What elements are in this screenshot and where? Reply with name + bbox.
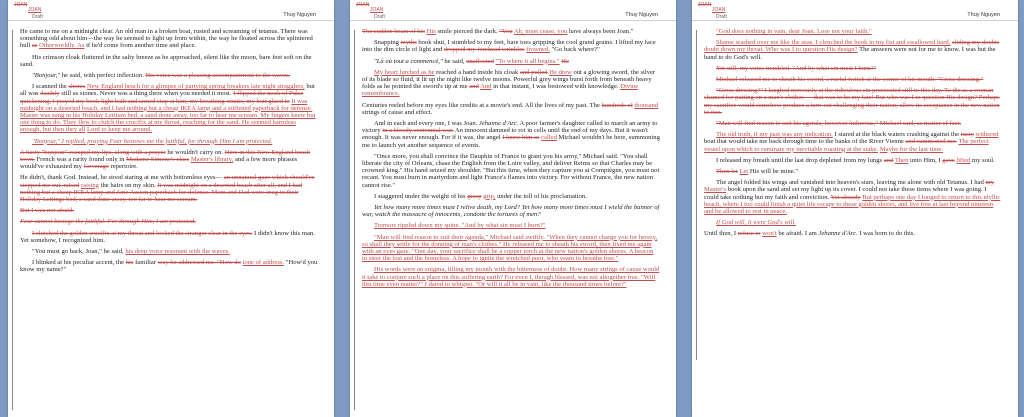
text: "Once more, you shall convince the Dauphin of France to grant you his army," Michael said. "You shall liberate the city of Orleans, chase the English from the Loire valley, and deliver Reims so that Charles may be crowned king." His hand seized my shoulder. "But this time, when they capture you at Compiègne, you must not recant. You must burn in martyrdom and light France's flames into victory. For without France, the new nation cannot rise." [362, 152, 660, 189]
deleted-text: Coverage [83, 163, 109, 171]
inserted-text: New England beach for a glimpse of partying spring breakers late night stragglers, [86, 83, 305, 91]
text: A poor farmer's daughter called to march an army to victory [362, 120, 658, 135]
inserted-text: Divine remembrance. [362, 83, 639, 98]
author-name: Thuy Nguyen [283, 12, 316, 18]
text: he said, with perfect inflection. [61, 72, 144, 80]
paragraph [20, 83, 318, 133]
paragraph [362, 153, 660, 189]
header-tag-deleted: JOAN [14, 2, 28, 8]
paragraph [362, 222, 660, 229]
paragraph [362, 234, 660, 263]
deleted-text: Yet already [830, 193, 861, 201]
text: And in each and every one, I was Joan. [374, 120, 478, 128]
text: I staggered under the weight of his [374, 192, 466, 200]
paragraph [704, 65, 1002, 72]
deleted-text: Madame Simone's class [126, 156, 190, 164]
page-body [362, 28, 660, 292]
text: boat that would take me back through time to the banks of the River Vienne [704, 138, 904, 146]
inserted-text: Maybe for the last time. [879, 145, 943, 153]
inserted-text: If God will, it were God's will. [716, 219, 796, 227]
deleted-text: unaffected [466, 57, 494, 65]
paragraph [704, 120, 1002, 127]
author-name: Thuy Nguyen [625, 12, 658, 18]
deleted-text: rusty [960, 131, 974, 139]
inserted-text: lifted [956, 156, 971, 164]
text: I was born to do this. [859, 230, 916, 238]
header-tag-deleted: JOAN [356, 2, 370, 8]
paragraph [362, 28, 660, 35]
paragraph [20, 54, 318, 68]
inserted-text: The old truth, if my past was any indication. [716, 131, 833, 139]
text: "Go back where?" [551, 46, 600, 54]
paragraph [704, 157, 1002, 164]
deleted-text: as [31, 42, 38, 50]
text: I blinked at his peculiar accent, the [32, 259, 125, 267]
inserted-text: Otherworldly. As [39, 42, 85, 50]
header-rule [692, 20, 1018, 21]
header-tag-inserted: JOAN [370, 7, 384, 13]
deleted-text: an unnatural gaze which should've stopped me out, raised [20, 174, 315, 189]
text: "Bonjour," [32, 72, 61, 80]
text: out a glowing sword, the silver of its blade so fluid, it lit up the night like twelve moons. Powerful grey wings burst forth from beneath heavy folds as he pointed the sword's tip at me [362, 68, 656, 91]
paragraph [704, 39, 1002, 61]
deleted-text: in a bloody centennial war. [382, 127, 454, 135]
deleted-text: His voice was a pleasing accompaniment to the waves. [145, 72, 291, 80]
inserted-text: thousand [634, 101, 659, 109]
paragraph [362, 39, 660, 53]
deleted-text: and [883, 156, 894, 164]
paragraph [20, 230, 318, 244]
deleted-text: Yet still, my voice trembled. "And by what sin must I burn?" [716, 64, 877, 72]
inserted-text: doubt down my throat. Who was I to question His design? [704, 46, 858, 54]
text: Until then, I [704, 230, 737, 238]
deleted-text: The sudden beam of his [362, 28, 425, 35]
deleted-text: Fear cannot besiege the faithful. For through Him, I am protected. [20, 218, 196, 226]
change-bar [12, 30, 13, 410]
inserted-text: The perfect vessel upon which to ruminate my inevitable roasting at the stake. [704, 138, 989, 153]
paragraph [704, 179, 1002, 215]
paragraph [362, 120, 660, 149]
paragraph [20, 259, 318, 273]
text: in that instant, I was bestowed with knowledge. [493, 83, 619, 91]
author-name: Thuy Nguyen [967, 12, 1000, 18]
text: unto Him, I [910, 156, 941, 164]
deleted-text: "Cross dressing?" I laughed nervously at the ridiculous sin prosecuted still to this day. To die as a woman shamed for putting on a man's clothes — that was to be my fate! But who was I to question His design? Perhaps my sacrifice would somehow produce a turn-out challenging their nation, allow its acceptance in the new nation to rise. [704, 87, 1000, 116]
text: I scanned the [32, 83, 67, 91]
paragraph [704, 230, 1002, 237]
paragraph [362, 266, 660, 288]
header-rule [350, 20, 676, 21]
header-tag-inserted: JOAN [28, 7, 42, 13]
inserted-text: Lord to keep me around. [87, 126, 153, 134]
text: be afraid. I am [778, 230, 817, 238]
paragraph [704, 76, 1002, 83]
paragraph [362, 204, 660, 218]
paragraph [704, 87, 1002, 116]
deleted-text: deathly [40, 90, 60, 98]
text: still as stones. Never was a thing there when you needed it most. [61, 90, 232, 98]
inserted-text: withered [975, 131, 999, 139]
inserted-text: tone of address. [242, 259, 285, 267]
inserted-text: And [480, 83, 492, 91]
inserted-text: His [426, 28, 436, 35]
text: smile pierced the dark. [437, 28, 498, 35]
text: "How'd you know my name?" [20, 259, 318, 274]
page-header [8, 0, 334, 28]
text: book upon the sand and set my light up its cover. I could not take these items where I was going. I could take nothing but my faith and conviction. [704, 186, 987, 201]
inserted-text: his deep voice resonant with the waves. [125, 248, 230, 256]
deleted-text: "You [499, 28, 513, 35]
inserted-text: Then [894, 156, 909, 164]
deleted-text: refuse to [737, 230, 761, 238]
deleted-text: He [561, 57, 569, 65]
inserted-text: "Bonjour," I replied, praying Fear bestows me the faithful, for through Him I am protected. [32, 137, 273, 145]
paragraph [20, 207, 318, 214]
document-page-1 [8, 0, 334, 417]
text: His crimson cloak fluttered in the salty breeze as he approached, silent like the moon, bare feet soft on the sand. [20, 53, 312, 68]
text: His will be mine." [749, 168, 799, 176]
paragraph [704, 131, 1002, 153]
text: He came to me on a midnight clear. An old man in a broken boat, rusted and screaming of tetanus. There was something odd about him—the way he seemed to light up from within, the way he floated across the splintered hull [20, 28, 313, 50]
inserted-text: called [541, 134, 557, 142]
inserted-text: won't [762, 230, 777, 238]
text: He didn't, thank God. Instead, he stood staring at me with bottomless eyes— [20, 174, 223, 182]
inserted-text: "Man will find reason to suit their agenda," Michael said swiftly. "When they cannot charge you for heresy, so shall they settle for the donning of man's clothes." He released me to sheath his sword, then fixed me again with an eyes gaze. "One day, your sacrifice shall be a copper torch at the new nation's golden shores. A beacon to steer the lost and the homeless. A hope to ignite the wretched poor, who yearn to breathe free." [362, 233, 658, 263]
inserted-text: frowned. [526, 46, 550, 54]
deleted-text: "Man will find reason to suit his agenda, however ludicrous," Michael said, as matter of fact. [716, 120, 962, 128]
deleted-text: It was midnight on a deserted beach after all, and I had nothing but a cheap IKEA lamp and Jane Austen paperback for defense. Mom and Dad were snug in their Holiday Lettings bed, a sand dune away, too far to hear me scream. [20, 181, 303, 204]
paragraph [20, 218, 318, 225]
inserted-text: His words were an enigma, filling my mouth with the bitterness of doubt. How many strings of cause would it take to conjure such a place on this suffering earth? For even I, though blessed, was not altogether free. "Will this time even matter?" I dared to whisper. "Or will it all be in vain, like the thousand times before?" [362, 266, 660, 288]
text: Snapping [374, 39, 399, 47]
text: An innocent damned to rot in cells until the end of my days. But it wasn't enough. It was never enough. For if it was, the angel [362, 127, 648, 142]
text: repertoire. [110, 163, 138, 171]
text: book shut, I stumbled to my feet, bare toes gripping the cool grand grains. I lifted my face into the dim circle of light and [362, 39, 656, 54]
text: if he'd come from another time and place. [86, 42, 197, 50]
draft-label: Draft [716, 14, 727, 20]
paragraph [362, 69, 660, 98]
change-bar [696, 30, 697, 360]
text: have always been Joan." [568, 28, 634, 35]
text: Jehanne d'Arc. [478, 120, 519, 128]
deleted-text: dropped my forehead wrinkles [443, 46, 525, 54]
paragraph [20, 72, 318, 79]
paragraph [20, 248, 318, 255]
text: but all was [20, 83, 315, 98]
deleted-text: myths [400, 39, 417, 47]
inserted-text: Master's library, [190, 156, 234, 164]
paragraph [20, 174, 318, 203]
paragraph [362, 102, 660, 116]
paragraph [704, 28, 1002, 35]
paragraph [20, 149, 318, 171]
text: the hairs on my skin. [100, 181, 156, 189]
header-tag-inserted: JOAN [712, 7, 726, 13]
draft-label: Draft [32, 14, 43, 20]
text: and a few more phrases would've exhausted my [20, 156, 298, 171]
deleted-text: But I was not afraid. [20, 207, 75, 215]
deleted-text: A hasty "bonjour" escaped my lips, along with a prayer [20, 148, 166, 156]
text: "You must go back, Joan," he said, [32, 248, 124, 256]
deleted-text: Then let [716, 168, 738, 176]
paragraph [362, 193, 660, 200]
deleted-text: way he addressed me. "How do [157, 259, 241, 267]
paragraph [20, 138, 318, 145]
text: reached a hand inside his cloak [436, 68, 519, 76]
deleted-text: Here in this New England beach town, [20, 148, 311, 164]
inserted-text: My heart lurched as he [374, 68, 435, 76]
text: Yet how many more times must I relive death, my Lord? Yet how many more times must I wield the banner of war, watch the massacre of innocents, condone the tortures of men? [362, 204, 660, 219]
page-body [20, 28, 318, 278]
inserted-text: It was midnight on a deserted beach, and I had nothing but a cheap IKEA lamp and a stiffened paperback for defense. Master was sung in his Holiday Lettium bed, a sand done away, too far to hear me scream. My fingers knew but one thing to do. They flew to clutch the crucifix at my throat, reaching for the sand. He seemed harmless enough, but then they all [20, 97, 316, 134]
deleted-text: I flipped the nook of Pulse quickening, I prayed my book light bath and armed stup at him, my breathing erratic, my butt glued to [20, 90, 304, 105]
inserted-text: raising [81, 181, 99, 189]
draft-label: Draft [374, 14, 385, 20]
deleted-text: and pulled [519, 68, 548, 76]
header-rule [8, 20, 334, 21]
document-page-2 [350, 0, 676, 417]
page-body [704, 28, 1002, 242]
paragraph [704, 168, 1002, 175]
text: The angel folded his wings and vanished into heaven's stars, leaving me alone with old Tetanus. I had [716, 179, 984, 187]
inserted-text: He drew [549, 68, 572, 76]
deleted-text: I knew him as [502, 134, 540, 142]
inserted-text: Master's [704, 186, 727, 194]
text: French was a rarity found only in [36, 156, 125, 164]
deleted-text: and [469, 83, 479, 91]
change-bar [354, 30, 355, 410]
inserted-text: Let [739, 168, 749, 176]
inserted-text: grip, [483, 192, 496, 200]
text: under the toll of his proclamation. [497, 192, 587, 200]
inserted-text: "God does nothing in vain, dear Joan. Lose not your faith." [716, 28, 872, 35]
deleted-text: shores [68, 83, 86, 91]
text: I didn't know this man. Yet somehow, I recognized him. [20, 229, 315, 244]
text: I released my breath until the last drop depleted from my lungs [716, 156, 883, 164]
page-header [350, 0, 676, 28]
inserted-text: But perhaps one day I longed to return to this idyllic beach, where I too could finish a quiet life escape to these golden shores, and live free at last beyond nineteen and be allowed to rest in peace. [704, 193, 1001, 216]
text: The answers were not for me to know. I was but the hand to do God's will. [704, 46, 996, 61]
text: he said, [444, 57, 465, 65]
inserted-text: "To where it all begins." [495, 57, 560, 65]
text: my soul. [971, 156, 995, 164]
deleted-text: grasp [467, 192, 482, 200]
text: strings of cause and effect. [362, 108, 433, 116]
text: I stared at the black waters crashing against the [834, 131, 959, 139]
paragraph [20, 28, 318, 50]
header-tag-deleted: JOAN [698, 2, 712, 8]
text: Michael wouldn't be here, summoning me to launch yet another sequence of events. [362, 134, 660, 149]
deleted-text: Michael released me to sheath his sword, a rueful twitch at the corner of his mouth. "Cross dressing." [716, 76, 984, 84]
inserted-text: Shame washed over me like the seas. I clenched the book in my fist and swallowed hard, [716, 39, 951, 47]
text: Centuries reeled before my eyes like credits at a movie's end. All the lives of my past. The [362, 101, 600, 109]
deleted-text: and summoned me. [905, 138, 957, 146]
deleted-text: his [125, 259, 134, 267]
document-page-3 [692, 0, 1018, 417]
inserted-text: Ah, must cease, you [513, 28, 568, 35]
deleted-text: sliding my doubts [952, 39, 1000, 47]
page-header [692, 0, 1018, 28]
deleted-text: my [985, 179, 994, 187]
text: he wouldn't carry on. [167, 148, 224, 156]
deleted-text: hundreds of [601, 101, 633, 109]
deleted-text: I clutched the golden crucifix at my throat and looked the stranger clear in the eyes. [32, 229, 253, 237]
text: familiar [135, 259, 156, 267]
paragraph [704, 219, 1002, 226]
text: Jehanne d'Arc. [818, 230, 858, 238]
text: "Là où tout a commencé," [374, 57, 443, 65]
paragraph [362, 58, 660, 65]
inserted-text: Tremors rippled down my spine. "And by what sin must I burn?" [374, 222, 546, 230]
deleted-text: gave [942, 156, 955, 164]
